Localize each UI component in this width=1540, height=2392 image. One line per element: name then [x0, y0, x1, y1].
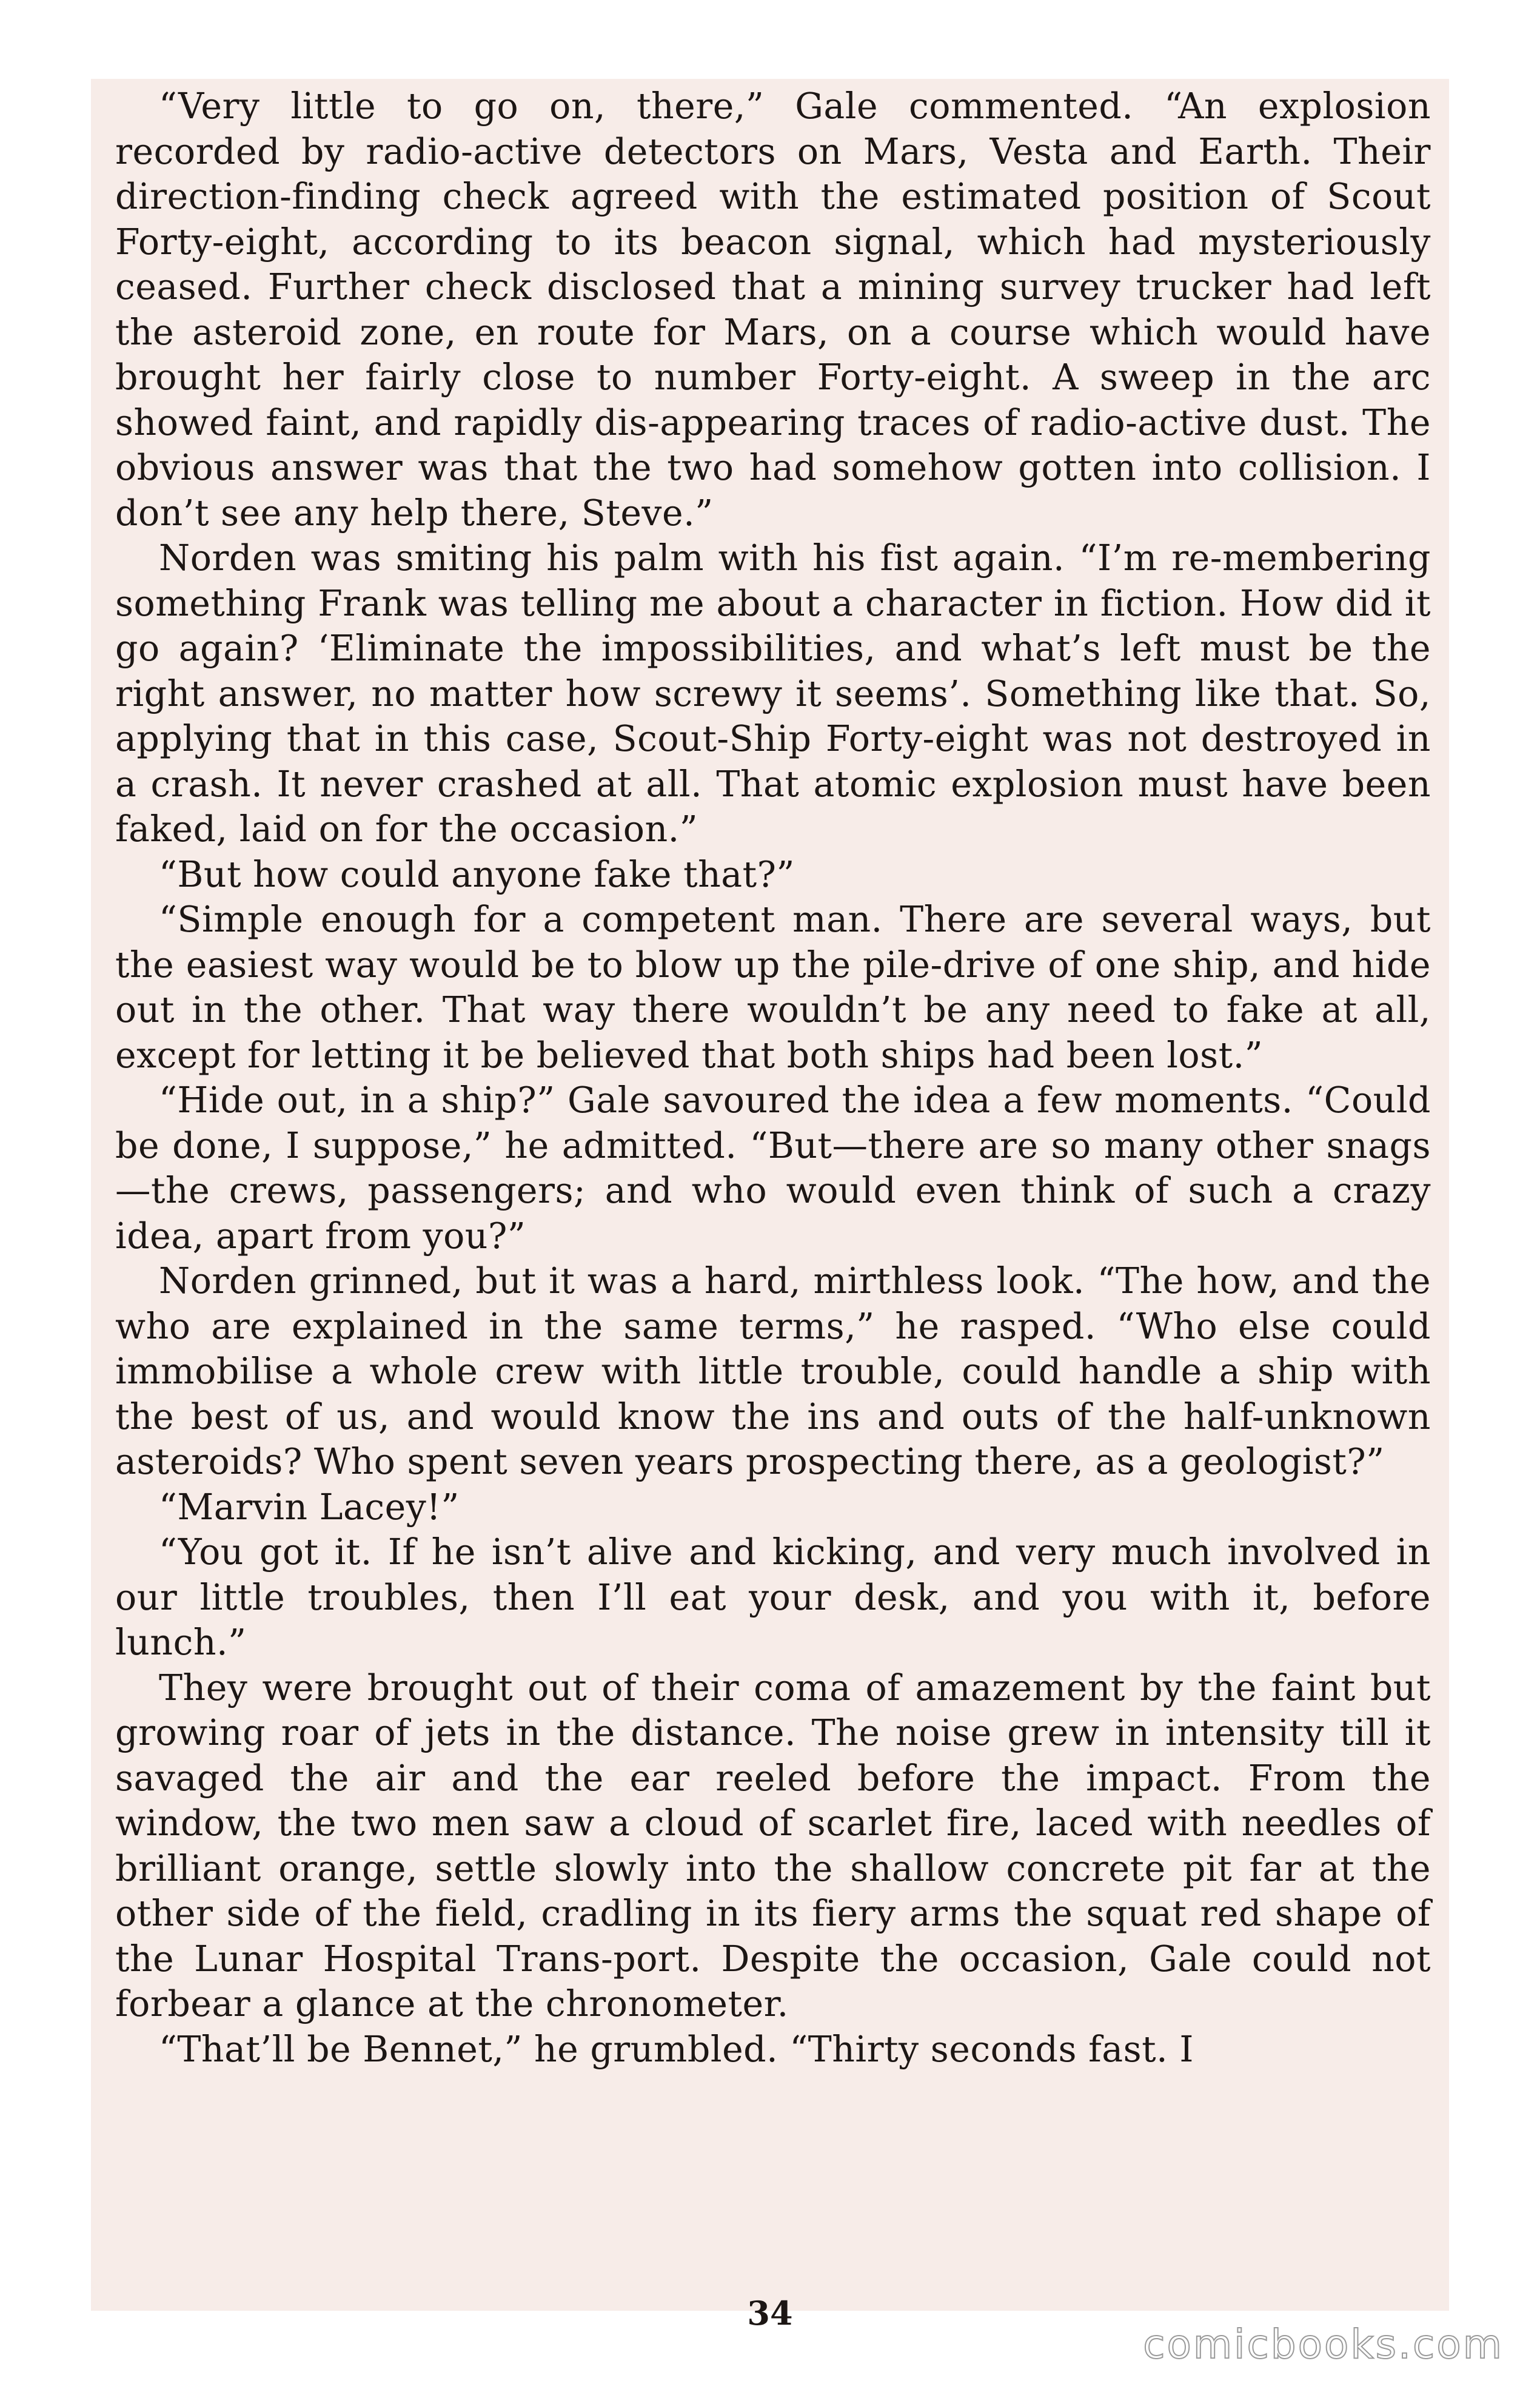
paragraph-9: They were brought out of their coma of amazement by the faint but growing roar of jets in the distance. The noise grew in intensity till it savaged the air and the ear reeled before the impact. From the window, the two men saw a cloud of scarlet fire, laced with needles of brilliant orange, settle slowly into the shallow concrete pit far at the other side of the field, cradling in its fiery arms the squat red shape of the Lunar Hospital Trans-port. Despite the occasion, Gale could not forbear a glance at the chronometer.	[115, 1667, 1431, 2024]
paragraph-3: “But how could anyone fake that?”	[159, 853, 795, 895]
paragraph-10: “That’ll be Bennet,” he grumbled. “Thirty seconds fast. I	[159, 2028, 1194, 2070]
paragraph-5: “Hide out, in a ship?” Gale savoured the idea a few moments. “Could be done, I suppose,” he admitted. “But—there are so many other snags—the crews, passengers; and who would even think of such a crazy idea, apart from you?”	[115, 1080, 1431, 1257]
paragraph-4: “Simple enough for a competent man. There are several ways, but the easiest way would be to blow up the pile-drive of one ship, and hide out in the other. That way there wouldn’t be any need to fake at all, except for letting it be believed that both ships had been lost.”	[115, 899, 1431, 1076]
watermark-logo: comicbooks.com	[1143, 2321, 1504, 2368]
paragraph-8: “You got it. If he isn’t alive and kicking, and very much involved in our little troubles, then I’ll eat your desk, and you with it, before lunch.”	[115, 1531, 1431, 1663]
paragraph-2: Norden was smiting his palm with his fist again. “I’m re-membering something Frank was telling me about a character in fiction. How did it go again? ‘Eliminate the impossibilities, and what’s left must be the right answer, no matter how screwy it seems’. Something like that. So, applying that in this case, Scout-Ship Forty-eight was not destroyed in a crash. It never crashed at all. That atomic explosion must have been faked, laid on for the occasion.”	[115, 537, 1431, 850]
page-number: 34	[747, 2294, 793, 2333]
paragraph-6: Norden grinned, but it was a hard, mirthless look. “The how, and the who are explained in the same terms,” he rasped. “Who else could immobilise a whole crew with little trouble, could handle a ship with the best of us, and would know the ins and outs of the half-unknown asteroids? Who spent seven years prospecting there, as a geologist?”	[115, 1260, 1431, 1482]
paragraph-1: “Very little to go on, there,” Gale commented. “An explosion recorded by radio-active detectors on Mars, Vesta and Earth. Their direction-finding check agreed with the estimated position of Scout Forty-eight, according to its beacon signal, which had mysteriously ceased. Further check disclosed that a mining survey trucker had left the asteroid zone, en route for Mars, on a course which would have brought her fairly close to number Forty-eight. A sweep in the arc showed faint, and rapidly dis-appearing traces of radio-active dust. The obvious answer was that the two had somehow gotten into collision. I don’t see any help there, Steve.”	[115, 86, 1431, 534]
paragraph-7: “Marvin Lacey!”	[159, 1486, 460, 1528]
body-text	[115, 84, 1431, 2072]
